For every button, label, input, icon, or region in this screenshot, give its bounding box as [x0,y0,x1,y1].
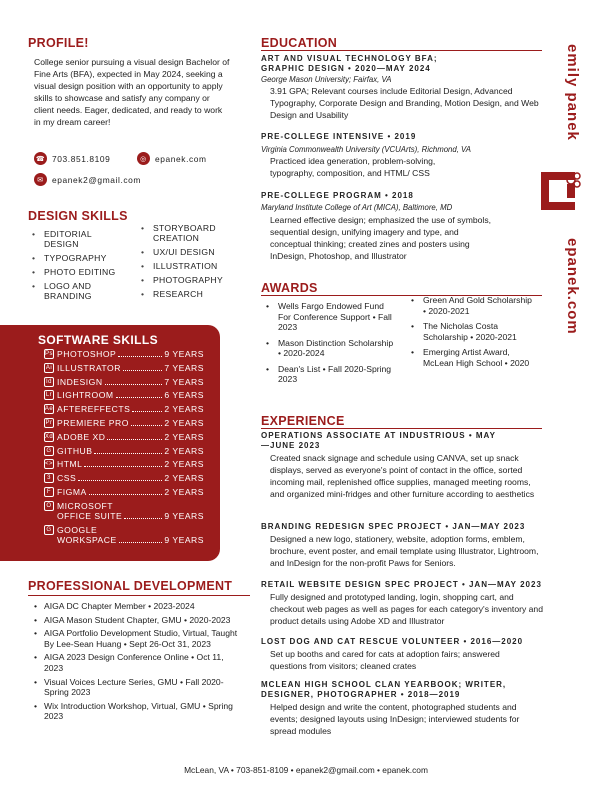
email-icon: ✉ [34,173,47,186]
photoshop-icon: Ps [45,351,54,357]
dot-leader [118,349,162,357]
software-row [44,487,204,497]
software-years: 9 YEARS [164,534,204,545]
software-years: 6 YEARS [164,390,204,401]
software-row [44,501,204,521]
software-name: ADOBE XD [57,431,106,442]
design-skills-col2 [141,223,241,303]
education-sub-2: Virginia Commonwealth University (VCUArts), Richmond, VA [261,145,472,154]
software-name: GITHUB [57,445,93,456]
education-desc-1: 3.91 GPA; Relevant courses include Editorial Design, Advanced Typography, Corporate Design and Branding, Motion Design, and Web Design and Usability [270,86,539,120]
education-desc-3: Learned effective design; emphasized the use of symbols, sequential design, unifying imagery and type, and conceptual thinking; created zines and posters using InDesign, Photoshop, and Illustrator [270,215,492,261]
globe-icon: ◎ [137,152,150,165]
website-text: epanek.com [155,153,207,164]
html-icon: <> [45,461,54,468]
monogram-logo-icon [539,166,583,216]
experience-head-3: RETAIL WEBSITE DESIGN SPEC PROJECT • JAN—MAY 2023 [261,580,542,589]
list-item: • AIGA 2023 Design Conference Online • Oct 11, 2023 [34,652,244,673]
education-head-1: ART AND VISUAL TECHNOLOGY BFA; GRAPHIC DESIGN • 2020—MAY 2024 [261,54,438,73]
experience-desc-1: Created snack signage and schedule using CANVA, set up snack displays, served as everyone's point of contact in the office, sorted incoming mail, replenished office supplies, managed meeting rooms, and organized mini-fridges and other furniture according to aesthetics [270,453,535,499]
profile-text: College senior pursuing a visual design Bachelor of Fine Arts (BFA), expected in May 2024, seeking a visual design position with an opportunity to apply skills to showcase and satisfy any company or client needs. Eager, dedicated, and ready to work in my dream career! [34,57,230,127]
software-years: 2 YEARS [164,487,204,497]
list-item: • STORYBOARD CREATION [141,223,229,243]
experience-head-2: BRANDING REDESIGN SPEC PROJECT • JAN—MAY 2023 [261,522,526,531]
experience-head-1: OPERATIONS ASSOCIATE AT INDUSTRIOUS • MAY—JUNE 2023 [261,431,496,450]
awards-col2 [411,295,536,373]
css-icon: 3 [44,473,54,483]
software-years: 2 YEARS [164,404,204,415]
software-row [44,418,204,428]
divider [261,428,542,429]
xd-icon: Xd [44,433,54,440]
phone-icon: ☎ [34,152,47,165]
experience-desc-2: Designed a new logo, stationery, website, adoption forms, emblem, brochure, event poster, and email template using Illustrator, Lightroom, and InDesign for the non-profit Paws for Seniors. [270,534,539,568]
list-item: • Mason Distinction Scholarship • 2020-2024 [266,338,396,359]
professional-development-list [34,601,244,725]
list-item: • PHOTOGRAPHY [141,275,241,285]
list-item: • PHOTO EDITING [32,267,132,277]
dot-leader [78,473,162,481]
software-row [44,446,204,456]
software-years: 2 YEARS [164,418,204,428]
list-item: • TYPOGRAPHY [32,253,132,263]
experience-head-5: MCLEAN HIGH SCHOOL CLAN YEARBOOK; WRITER, DESIGNER, PHOTOGRAPHER • 2018—2019 [261,680,507,699]
software-row [44,390,204,400]
education-head-3: PRE-COLLEGE PROGRAM • 2018 [261,191,414,200]
awards-col1 [266,301,396,390]
aftereffects-icon: Ae [44,406,54,413]
software-row [44,525,204,545]
software-name: GOOGLE WORKSPACE [57,524,117,545]
software-skills-title: SOFTWARE SKILLS [38,333,158,347]
list-item: • Emerging Artist Award, McLean High School • 2020 [411,347,536,368]
list-item: • AIGA DC Chapter Member • 2023-2024 [34,601,244,612]
list-item: • RESEARCH [141,289,241,299]
education-head-2: PRE-COLLEGE INTENSIVE • 2019 [261,132,417,141]
list-item: • ILLUSTRATION [141,261,241,271]
premiere-icon: Pr [45,420,53,426]
software-row [44,473,204,483]
list-item: • Wix Introduction Workshop, Virtual, GMU • Spring 2023 [34,701,244,722]
software-name: PHOTOSHOP [57,349,117,359]
software-name: PREMIERE PRO [57,418,129,428]
lightroom-icon: Lr [45,392,53,399]
software-name: AFTEREFFECTS [57,404,131,415]
experience-desc-4: Set up booths and cared for cats at adoption fairs; answered questions from visitors; cleaned crates [270,649,500,671]
design-skills-title: DESIGN SKILLS [28,209,128,223]
software-row [44,404,204,414]
dot-leader [119,535,163,543]
phone-contact [34,152,110,165]
professional-development-title: PROFESSIONAL DEVELOPMENT [28,579,233,593]
list-item: • Dean's List • Fall 2020-Spring 2023 [266,364,396,385]
dot-leader [123,363,162,371]
experience-desc-5: Helped design and write the content, photographed students and events; designed layouts using InDesign; interviewed students for spread modules [270,702,520,736]
list-item: • Wells Fargo Endowed Fund For Conference Support • Fall 2023 [266,301,396,333]
education-desc-2: Practiced idea generation, problem-solving, typography, composition, and HTML/ CSS [270,156,436,178]
software-name: INDESIGN [57,376,103,387]
software-row [44,349,204,359]
dot-leader [107,432,162,440]
dot-leader [132,404,162,412]
indesign-icon: Id [45,378,52,385]
phone-text: 703.851.8109 [52,153,111,164]
dot-leader [105,377,163,385]
vertical-name-block [551,44,581,344]
email-text: epanek2@gmail.com [52,174,141,185]
software-years: 2 YEARS [164,431,204,442]
software-row [44,377,204,387]
awards-title: AWARDS [261,281,318,295]
list-item: • EDITORIAL DESIGN [32,229,112,249]
experience-title: EXPERIENCE [261,414,345,428]
software-years: 2 YEARS [164,459,204,470]
figma-icon: F [44,487,54,497]
software-name: CSS [57,473,77,484]
dot-leader [94,446,162,454]
divider [28,595,250,596]
illustrator-icon: Ai [45,364,53,371]
divider [261,50,542,51]
education-sub-3: Maryland Institute College of Art (MICA), Baltimore, MD [261,203,453,212]
software-years: 2 YEARS [164,445,204,456]
experience-desc-3: Fully designed and prototyped landing, login, shopping cart, and checkout web pages as well as pages for each category's inventory and product details using Adobe XD and Illustrator [270,592,543,626]
design-skills-col1 [32,229,132,305]
list-item: • Visual Voices Lecture Series, GMU • Fall 2020-Spring 2023 [34,677,244,698]
software-name: ILLUSTRATOR [57,362,121,373]
dot-leader [124,511,162,519]
office-icon: O [44,501,54,511]
github-icon: G [44,446,54,456]
list-item: • AIGA Mason Student Chapter, GMU • 2020-2023 [34,615,244,626]
vertical-site[interactable]: epanek.com [564,238,581,335]
google-icon: G [44,525,54,535]
vertical-name: emily panek [564,44,581,141]
email-contact[interactable] [34,173,141,186]
software-name: FIGMA [57,487,87,497]
software-name: HTML [57,459,83,470]
software-row [44,432,204,442]
software-years: 2 YEARS [164,473,204,484]
education-sub-1: George Mason University; Fairfax, VA [261,75,392,84]
software-years: 7 YEARS [164,362,204,373]
software-years: 9 YEARS [164,349,204,359]
list-item: • The Nicholas Costa Scholarship • 2020-2021 [411,321,536,342]
dot-leader [116,390,163,398]
profile-title: PROFILE! [28,36,89,50]
software-years: 7 YEARS [164,376,204,387]
list-item: • AIGA Portfolio Development Studio, Virtual, Taught By Lee-Sean Huang • Sept 26-Oct 31, 2023 [34,628,244,649]
dot-leader [131,418,162,426]
software-skills-panel [0,325,220,561]
education-title: EDUCATION [261,36,338,50]
software-row [44,363,204,373]
dot-leader [84,459,162,467]
software-row [44,459,204,469]
software-name: MICROSOFT OFFICE SUITE [57,500,123,521]
experience-head-4: LOST DOG AND CAT RESCUE VOLUNTEER • 2016—2020 [261,637,524,646]
list-item: • LOGO AND BRANDING [32,281,112,301]
software-years: 9 YEARS [164,510,204,521]
website-contact[interactable] [137,152,207,165]
footer-contact: McLean, VA • 703-851-8109 • epanek2@gmail.com • epanek.com [184,765,428,775]
list-item: • Green And Gold Scholarship • 2020-2021 [411,295,536,316]
dot-leader [89,487,163,495]
list-item: • UX/UI DESIGN [141,247,241,257]
software-name: LIGHTROOM [57,390,114,401]
